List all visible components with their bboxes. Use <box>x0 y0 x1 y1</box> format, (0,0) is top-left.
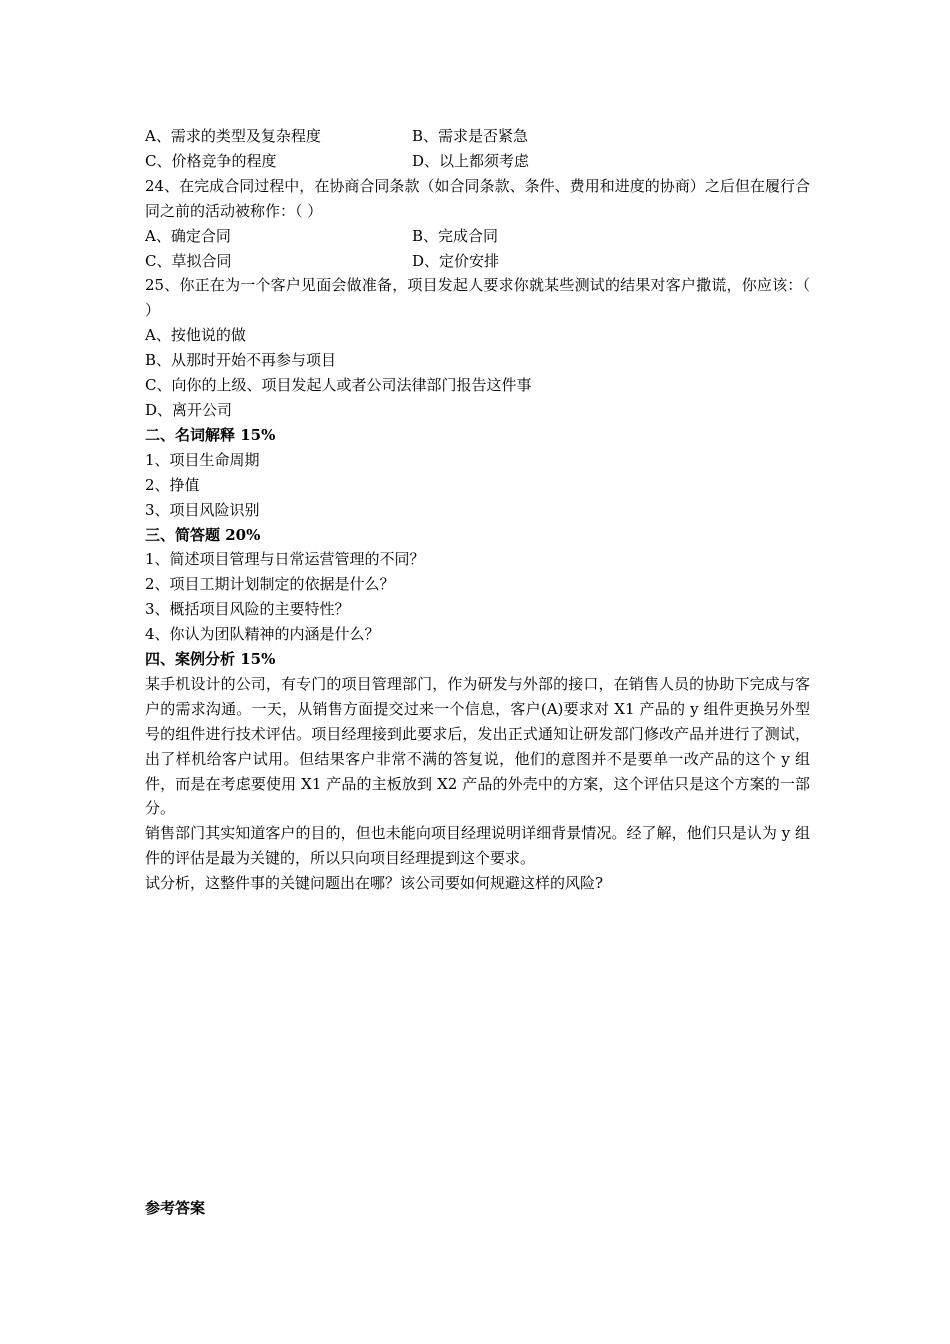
q23-option-row <box>145 149 810 174</box>
term-item: 3、项目风险识别 <box>145 500 260 519</box>
option-c: C、草拟合同 <box>145 251 232 270</box>
short-answer-item: 2、项目工期计划制定的依据是什么？ <box>145 575 395 594</box>
exam-content <box>145 124 810 896</box>
q25-option-c: C、向你的上级、项目发起人或者公司法律部门报告这件事 <box>145 376 532 395</box>
option-a: A、确定合同 <box>145 226 231 245</box>
short-answer-item: 3、概括项目风险的主要特性？ <box>145 600 350 619</box>
case-paragraph: 某手机设计的公司，有专门的项目管理部门，作为研发与外部的接口，在销售人员的协助下完成与客户的需求沟通。一天，从销售方面提交过来一个信息，客户(A)要求对 X1 产品的 y 组件更换另外型号的组件进行技术评估。项目经理接到此要求后，发出正式通知让研发部门修改产品并进行了测试，出了样机给客户试用。但结果客户非常不满的答复说，他们的意图并不是要单一改产品的这个 y 组件，而是在考虑要使用 X1 产品的主板放到 X2 产品的外壳中的方案，这个评估只是这个方案的一部分。 <box>145 674 810 818</box>
short-answer-item: 4、你认为团队精神的内涵是什么？ <box>145 625 380 644</box>
answers-heading: 参考答案 <box>145 1199 206 1217</box>
section-heading-case-study: 四、案例分析 15% <box>145 650 276 669</box>
q24-option-row <box>145 224 810 249</box>
option-d: D、定价安排 <box>412 251 500 270</box>
q24-stem: 24、在完成合同过程中，在协商合同条款（如合同条款、条件、费用和进度的协商）之后但在履行合同之前的活动被称作：（ ） <box>145 176 810 220</box>
option-a: A、需求的类型及复杂程度 <box>145 127 321 145</box>
q25-option-d: D、离开公司 <box>145 400 233 419</box>
q23-option-row <box>145 124 810 149</box>
q24-option-row <box>145 249 810 274</box>
option-d: D、以上都须考虑 <box>412 151 530 170</box>
q25-stem: 25、你正在为一个客户见面会做准备，项目发起人要求你就某些测试的结果对客户撒谎，你应该：（ ） <box>145 276 810 320</box>
case-question: 试分析，这整件事的关键问题出在哪？该公司要如何规避这样的风险? <box>145 874 604 893</box>
option-b: B、需求是否紧急 <box>412 127 529 145</box>
term-item: 2、挣值 <box>145 475 200 494</box>
term-item: 1、项目生命周期 <box>145 450 260 469</box>
section-heading-terms: 二、名词解释 15% <box>145 425 276 444</box>
section-heading-short-answer: 三、简答题 20% <box>145 525 261 544</box>
q25-option-b: B、从那时开始不再参与项目 <box>145 351 337 370</box>
case-paragraph: 销售部门其实知道客户的目的，但也未能向项目经理说明详细背景情况。经了解，他们只是认为 y 组件的评估是最为关键的，所以只向项目经理提到这个要求。 <box>145 824 810 868</box>
short-answer-item: 1、简述项目管理与日常运营管理的不同？ <box>145 550 425 569</box>
option-b: B、完成合同 <box>412 226 499 245</box>
q25-option-a: A、按他说的做 <box>145 326 246 345</box>
option-c: C、价格竞争的程度 <box>145 151 277 170</box>
